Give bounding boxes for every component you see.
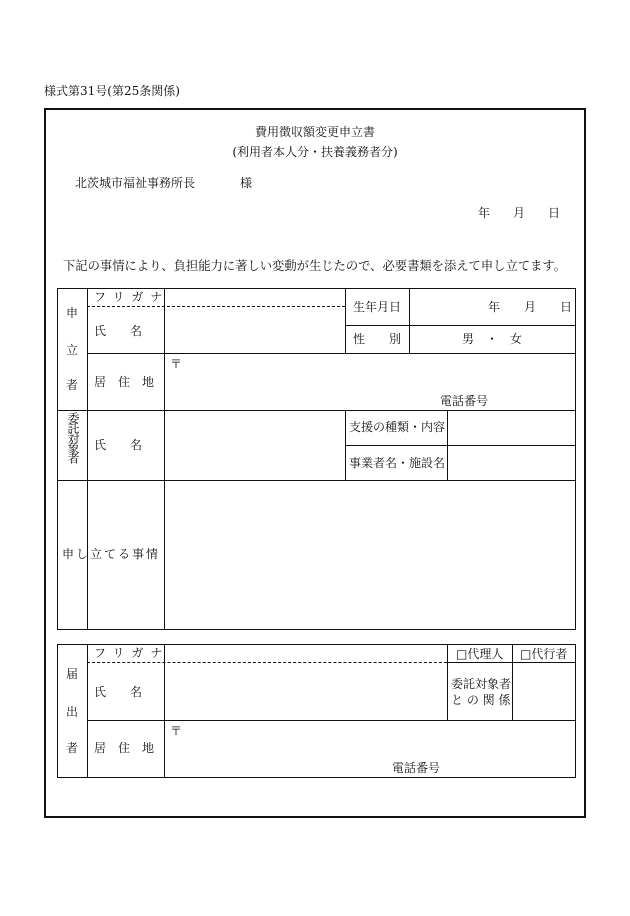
notifier-name-label: 氏 名: [94, 685, 143, 699]
intro-statement: 下記の事情により、負担能力に著しい変動が生じたので、必要書類を添えて申し立てます。: [63, 259, 566, 273]
subject-side-label: 委託対象者: [66, 412, 80, 462]
proxy-checkbox[interactable]: □代理人: [456, 647, 504, 661]
notifier-side-label-3: 者: [66, 741, 79, 755]
subject-name-label: 氏 名: [94, 438, 143, 452]
sex-options[interactable]: 男 ・ 女: [462, 332, 523, 346]
reason-label: 申し立てる事情: [62, 547, 161, 561]
applicant-phone-label: 電話番号: [440, 394, 489, 408]
relation-label-line2: と の 関 係: [451, 693, 511, 707]
applicant-address-label: 居 住 地: [94, 375, 155, 389]
agent-checkbox[interactable]: □代行者: [520, 647, 568, 661]
applicant-side-label-2: 立: [66, 343, 79, 357]
addressee: 北茨城市福祉事務所長: [75, 176, 196, 190]
birth-year-label: 年: [488, 300, 501, 314]
birthdate-label: 生年月日: [353, 300, 402, 314]
relation-label-line1: 委託対象者: [451, 677, 512, 691]
form-number-label: 様式第31号(第25条関係): [44, 84, 180, 98]
support-type-label: 支援の種類・内容: [349, 420, 446, 434]
reason-field[interactable]: [167, 483, 573, 627]
notifier-phone-label: 電話番号: [392, 761, 441, 775]
form-title: 費用徴収額変更申立書: [254, 125, 375, 139]
applicant-side-label-1: 申: [66, 306, 79, 320]
date-year-label: 年: [478, 206, 491, 220]
notifier-address-label: 居 住 地: [94, 741, 155, 755]
sex-label: 性 別: [353, 332, 402, 346]
date-month-label: 月: [513, 206, 526, 220]
applicant-furigana-field[interactable]: [166, 292, 344, 305]
applicant-name-field[interactable]: [166, 310, 344, 352]
applicant-side-label-3: 者: [66, 378, 79, 392]
honorific: 様: [240, 176, 253, 190]
applicant-furigana-label: フリガナ: [94, 290, 170, 304]
subject-name-field[interactable]: [166, 413, 344, 477]
form-subtitle: (利用者本人分・扶養義務者分): [232, 145, 398, 159]
birth-day-label: 日: [560, 300, 573, 314]
notifier-side-label-2: 出: [66, 705, 79, 719]
applicant-name-label: 氏 名: [94, 324, 143, 338]
notifier-name-field[interactable]: [166, 665, 445, 719]
date-day-label: 日: [548, 206, 561, 220]
notifier-postal-mark: 〒: [170, 724, 183, 738]
notifier-side-label-1: 届: [66, 667, 79, 681]
birth-month-label: 月: [524, 300, 537, 314]
provider-name-label: 事業者名・施設名: [349, 456, 446, 470]
notifier-furigana-label: フリガナ: [94, 646, 170, 660]
applicant-postal-mark: 〒: [170, 357, 183, 371]
